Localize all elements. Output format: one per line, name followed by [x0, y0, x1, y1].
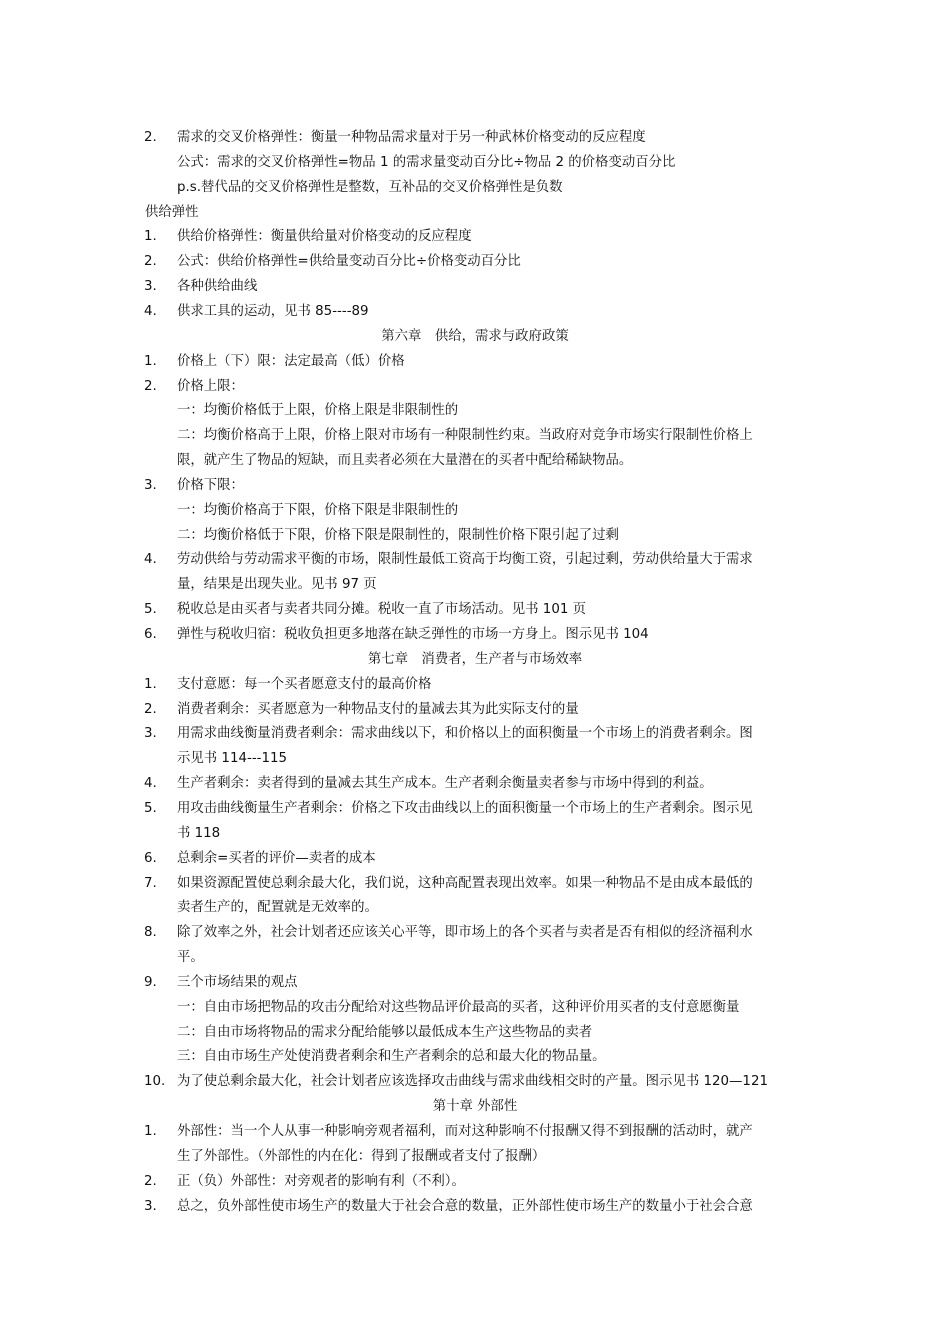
list-item	[0, 721, 950, 746]
list-item-number: 9.	[144, 974, 157, 990]
list-item-number: 2.	[144, 130, 157, 145]
list-item-text: 劳动供给与劳动需求平衡的市场，限制性最低工资高于均衡工资，引起过剩，劳动供给量大于需求	[177, 552, 753, 568]
list-item-text: 二：均衡价格低于下限，价格下限是限制性的，限制性价格下限引起了过剩	[177, 527, 619, 543]
list-item-continuation	[0, 1044, 950, 1069]
list-item-number: 3.	[144, 477, 157, 493]
list-item-continuation	[0, 1020, 950, 1045]
list-item	[0, 597, 950, 622]
list-item-text: 消费者剩余：买者愿意为一种物品支付的量减去其为此实际支付的量	[177, 701, 579, 717]
list-item	[0, 374, 950, 399]
list-item-text: 弹性与税收归宿：税收负担更多地落在缺乏弹性的市场一方身上。图示见书 104	[177, 627, 649, 642]
list-item	[0, 547, 950, 572]
list-item-continuation	[0, 895, 950, 920]
list-item	[0, 274, 950, 299]
list-item-number: 3.	[144, 279, 157, 295]
list-item-text: 限，就产生了物品的短缺，而且卖者必须在大量潜在的买者中配给稀缺物品。	[177, 453, 633, 469]
list-item-text: 公式：需求的交叉价格弹性=物品 1 的需求量变动百分比÷物品 2 的价格变动百分比	[177, 154, 676, 170]
list-item-number: 5.	[144, 602, 157, 618]
list-item	[0, 796, 950, 821]
list-item-text: 价格上限：	[177, 378, 244, 394]
list-item-number: 1.	[144, 1124, 157, 1139]
list-item-continuation	[0, 572, 950, 597]
list-item-number: 1.	[144, 229, 157, 245]
list-item	[0, 970, 950, 995]
list-item-number: 2.	[144, 378, 157, 394]
list-item-text: 税收总是由买者与卖者共同分摊。税收一直了市场活动。见书 101 页	[177, 602, 587, 618]
list-item-text: 正（负）外部性：对旁观者的影响有利（不利）。	[177, 1173, 465, 1189]
chapter-title: 第十章 外部性	[432, 1099, 518, 1115]
list-item-continuation	[0, 423, 950, 448]
list-item-text: 除了效率之外，社会计划者还应该关心平等，即市场上的各个买者与卖者是否有相似的经济福利水	[177, 925, 753, 941]
list-item-number: 2.	[144, 701, 157, 717]
list-item-text: 三个市场结果的观点	[177, 974, 298, 990]
chapter-heading	[0, 324, 950, 349]
list-item-continuation	[0, 746, 950, 771]
list-item-text: 总之，负外部性使市场生产的数量大于社会合意的数量，正外部性使市场生产的数量小于社会合意	[177, 1198, 753, 1214]
list-item	[0, 846, 950, 871]
list-item	[0, 299, 950, 324]
list-item-text: 价格上（下）限：法定最高（低）价格	[177, 353, 405, 369]
list-item-text: 量，结果是出现失业。见书 97 页	[177, 577, 377, 593]
list-item	[0, 1169, 950, 1194]
list-item-number: 10.	[144, 1074, 166, 1090]
list-item	[0, 349, 950, 374]
list-item	[0, 1194, 950, 1219]
list-item-text: 为了使总剩余最大化，社会计划者应该选择攻击曲线与需求曲线相交时的产量。图示见书 120—121	[177, 1074, 768, 1090]
list-item-text: 供求工具的运动，见书 85----89	[177, 303, 369, 319]
list-item	[0, 622, 950, 647]
list-item-text: 二：均衡价格高于上限，价格上限对市场有一种限制性约束。当政府对竞争市场实行限制性价格上	[177, 428, 753, 444]
list-item-continuation	[0, 150, 950, 175]
list-item-continuation	[0, 523, 950, 548]
list-item-text: 各种供给曲线	[177, 279, 258, 295]
list-item-number: 4.	[144, 776, 157, 792]
list-item	[0, 249, 950, 274]
list-item-continuation	[0, 821, 950, 846]
list-item-text: 三：自由市场生产处使消费者剩余和生产者剩余的总和最大化的物品量。	[177, 1049, 606, 1065]
list-item-text: 书 118	[177, 825, 221, 841]
list-item-number: 6.	[144, 627, 157, 642]
list-item	[0, 697, 950, 722]
list-item-text: 支付意愿：每一个买者愿意支付的最高价格	[177, 676, 432, 692]
list-item-continuation	[0, 945, 950, 970]
list-item-continuation	[0, 995, 950, 1020]
section-heading	[0, 200, 950, 225]
list-item-text: 卖者生产的，配置就是无效率的。	[177, 900, 378, 916]
list-item-text: 需求的交叉价格弹性：衡量一种物品需求量对于另一种武林价格变动的反应程度	[177, 130, 646, 145]
chapter-title: 第七章 消费者，生产者与市场效率	[367, 651, 583, 667]
chapter-heading	[0, 1094, 950, 1119]
section-title: 供给弹性	[145, 204, 199, 220]
list-item-text: 总剩余=买者的评价—卖者的成本	[177, 850, 376, 866]
list-item-number: 6.	[144, 850, 157, 866]
list-item-number: 8.	[144, 925, 157, 941]
list-item-continuation	[0, 498, 950, 523]
list-item-text: 用需求曲线衡量消费者剩余：需求曲线以下，和价格以上的面积衡量一个市场上的消费者剩余。图	[177, 726, 753, 742]
list-item-number: 3.	[144, 726, 157, 742]
list-item-text: 示见书 114---115	[177, 751, 288, 767]
list-item-continuation	[0, 398, 950, 423]
list-item	[0, 1069, 950, 1094]
list-item-text: 一：均衡价格低于上限，价格上限是非限制性的	[177, 403, 459, 419]
list-item-text: 生产者剩余：卖者得到的量减去其生产成本。生产者剩余衡量卖者参与市场中得到的利益。	[177, 776, 713, 792]
list-item	[0, 871, 950, 896]
list-item-text: 供给价格弹性：衡量供给量对价格变动的反应程度	[177, 229, 472, 245]
list-item	[0, 1119, 950, 1144]
list-item-number: 2.	[144, 1173, 157, 1189]
list-item-text: 外部性：当一个人从事一种影响旁观者福利，而对这种影响不付报酬又得不到报酬的活动时，就产	[177, 1124, 753, 1139]
list-item-text: 生了外部性。（外部性的内在化：得到了报酬或者支付了报酬）	[177, 1148, 546, 1164]
list-item-text: 一：均衡价格高于下限，价格下限是非限制性的	[177, 502, 459, 518]
list-item-number: 3.	[144, 1198, 157, 1214]
list-item	[0, 125, 950, 150]
list-item	[0, 771, 950, 796]
list-item-text: p.s.替代品的交叉价格弹性是整数，互补品的交叉价格弹性是负数	[177, 179, 563, 195]
list-item-continuation	[0, 448, 950, 473]
list-item-number: 4.	[144, 552, 157, 568]
list-item-continuation	[0, 175, 950, 200]
list-item-continuation	[0, 1144, 950, 1169]
list-item-text: 如果资源配置使总剩余最大化，我们说，这种高配置表现出效率。如果一种物品不是由成本最低的	[177, 875, 753, 891]
list-item-text: 公式：供给价格弹性=供给量变动百分比÷价格变动百分比	[177, 254, 521, 270]
list-item-text: 一：自由市场把物品的攻击分配给对这些物品评价最高的买者，这种评价用买者的支付意愿衡量	[177, 999, 740, 1015]
list-item-text: 平。	[177, 950, 204, 966]
list-item-text: 二：自由市场将物品的需求分配给能够以最低成本生产这些物品的卖者	[177, 1024, 593, 1040]
list-item	[0, 672, 950, 697]
list-item	[0, 920, 950, 945]
list-item-number: 2.	[144, 254, 157, 270]
list-item-number: 1.	[144, 353, 157, 369]
list-item-number: 1.	[144, 676, 157, 692]
chapter-title: 第六章 供给，需求与政府政策	[381, 328, 569, 344]
list-item-text: 价格下限：	[177, 477, 244, 493]
list-item-text: 用攻击曲线衡量生产者剩余：价格之下攻击曲线以上的面积衡量一个市场上的生产者剩余。图示见	[177, 800, 753, 816]
list-item-number: 4.	[144, 303, 157, 319]
list-item	[0, 224, 950, 249]
list-item-number: 5.	[144, 800, 157, 816]
list-item-number: 7.	[144, 875, 157, 891]
chapter-heading	[0, 647, 950, 672]
list-item	[0, 473, 950, 498]
